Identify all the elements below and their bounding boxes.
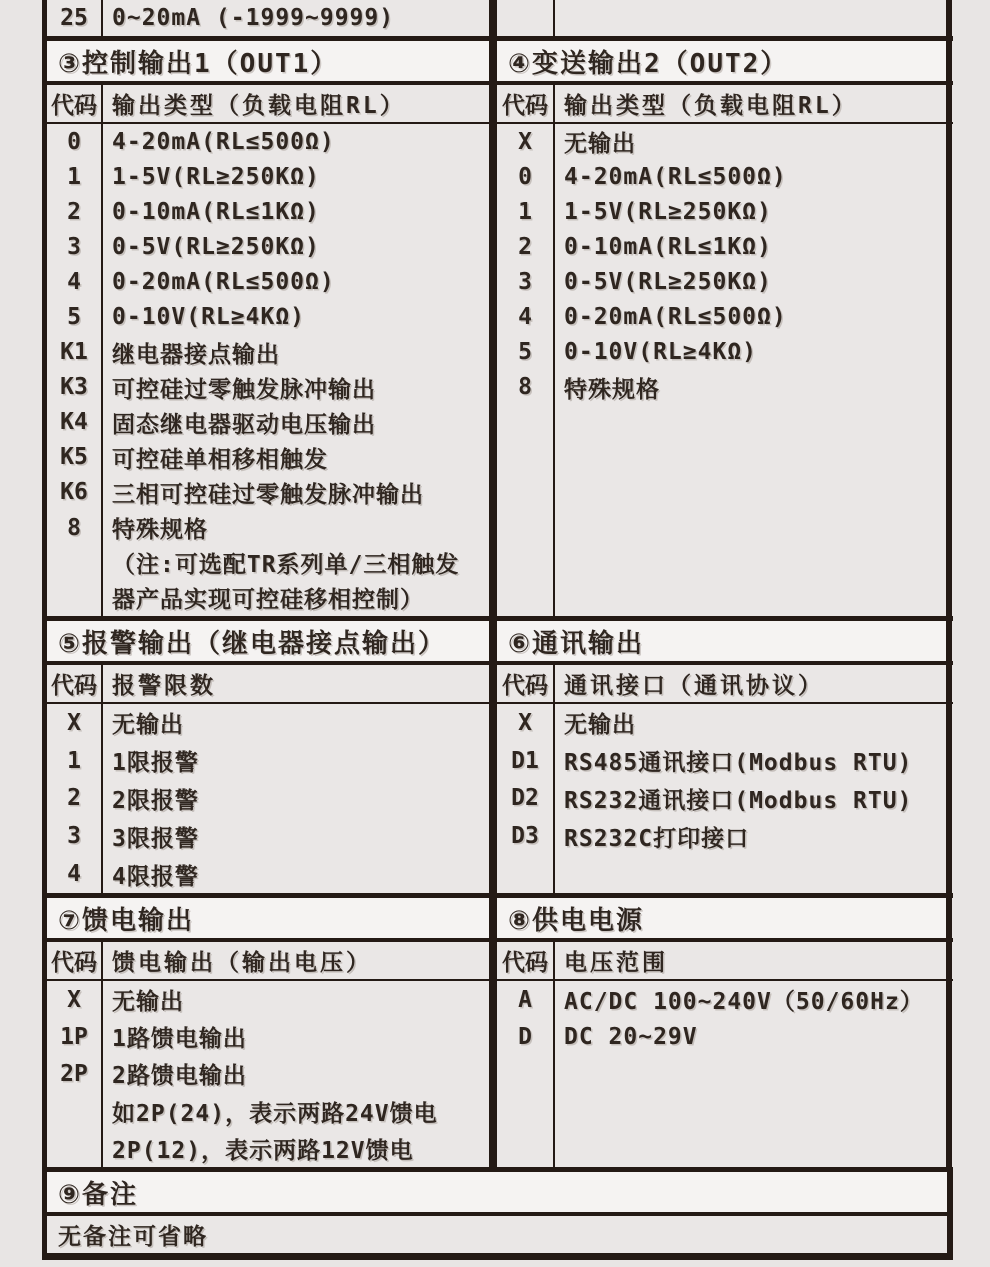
code-cell: 2 bbox=[67, 198, 81, 225]
ordering-code-table bbox=[42, 0, 953, 1260]
code-cell: 0 bbox=[518, 163, 532, 190]
desc-cell: 0-10V(RL≥4KΩ) bbox=[564, 339, 758, 366]
code-cell: 1P bbox=[60, 1023, 88, 1050]
code-cell: K6 bbox=[60, 479, 88, 506]
desc-cell: RS485通讯接口(Modbus RTU) bbox=[564, 750, 913, 777]
desc-cell: 2路馈电输出 bbox=[112, 1063, 247, 1090]
section-title-power: ⑧供电电源 bbox=[497, 898, 946, 938]
desc-header: 报警限数 bbox=[112, 673, 216, 699]
code-cell bbox=[47, 545, 101, 580]
desc-cell: 如2P(24)，表示两路24V馈电 bbox=[112, 1100, 438, 1127]
table-right-border bbox=[946, 0, 952, 36]
desc-cell: 2P(12)，表示两路12V馈电 bbox=[112, 1137, 414, 1164]
desc-cell: 1路馈电输出 bbox=[112, 1026, 247, 1053]
section-title-feed: ⑦馈电输出 bbox=[47, 898, 489, 938]
desc-cell: 1-5V(RL≥250KΩ) bbox=[112, 163, 320, 190]
desc-cell: 1-5V(RL≥250KΩ) bbox=[564, 198, 772, 225]
code-cell: 4 bbox=[67, 861, 81, 888]
code-header: 代码 bbox=[502, 93, 548, 119]
table-row-range-25 bbox=[42, 0, 953, 36]
code-cell: 1 bbox=[67, 163, 81, 190]
code-cell: X bbox=[67, 986, 81, 1013]
table-middle-border bbox=[489, 0, 497, 36]
desc-cell: 三相可控硅过零触发脉冲输出 bbox=[112, 481, 424, 508]
desc-cell: 0-5V(RL≥250KΩ) bbox=[564, 268, 772, 295]
desc-cell: 0-10mA(RL≤1KΩ) bbox=[564, 233, 772, 260]
code-cell: D bbox=[518, 1023, 532, 1050]
desc-cell: RS232C打印接口 bbox=[564, 825, 750, 852]
desc-cell: DC 20~29V bbox=[564, 1023, 698, 1050]
desc-cell: 0~20mA (-1999~9999) bbox=[112, 5, 395, 31]
code-cell: 8 bbox=[518, 374, 532, 401]
remark-note: 无备注可省略 bbox=[47, 1216, 947, 1253]
section-band-remark bbox=[42, 1172, 953, 1212]
desc-cell: 无输出 bbox=[112, 712, 184, 739]
column-header-row bbox=[42, 85, 953, 122]
code-cell: A bbox=[518, 986, 532, 1013]
section-title-out1: ③控制输出1（OUT1） bbox=[47, 41, 489, 81]
desc-cell: 3限报警 bbox=[112, 825, 199, 852]
desc-header: 馈电输出（输出电压） bbox=[112, 950, 372, 976]
desc-cell: 可控硅过零触发脉冲输出 bbox=[112, 376, 376, 403]
desc-cell: 4限报警 bbox=[112, 863, 199, 890]
desc-cell: 无输出 bbox=[564, 712, 636, 739]
desc-cell: 器产品实现可控硅移相控制） bbox=[112, 587, 424, 614]
code-cell: X bbox=[518, 128, 532, 155]
code-cell: K4 bbox=[60, 409, 88, 436]
data-area-feed-power bbox=[42, 981, 953, 1167]
code-cell: 5 bbox=[518, 339, 532, 366]
desc-cell: 继电器接点输出 bbox=[112, 341, 280, 368]
desc-cell: 特殊规格 bbox=[112, 517, 208, 544]
code-cell: X bbox=[67, 709, 81, 736]
desc-cell: 无输出 bbox=[564, 131, 636, 158]
desc-cell: 0-20mA(RL≤500Ω) bbox=[564, 304, 787, 331]
desc-cell: （注:可选配TR系列单/三相触发 bbox=[112, 552, 460, 579]
code-cell bbox=[47, 1093, 101, 1130]
desc-cell bbox=[555, 0, 946, 36]
section-title-comm: ⑥通讯输出 bbox=[497, 621, 946, 661]
desc-cell: 0-10mA(RL≤1KΩ) bbox=[112, 198, 320, 225]
section-band-alarm-comm bbox=[42, 621, 953, 661]
code-cell: 8 bbox=[67, 514, 81, 541]
column-header-row bbox=[42, 665, 953, 702]
desc-cell: 0-5V(RL≥250KΩ) bbox=[112, 233, 320, 260]
desc-header: 通讯接口（通讯协议） bbox=[564, 673, 824, 699]
data-area-alarm-comm bbox=[42, 704, 953, 893]
code-cell: D2 bbox=[511, 785, 539, 812]
desc-cell: 4-20mA(RL≤500Ω) bbox=[564, 163, 787, 190]
desc-header: 输出类型（负载电阻RL） bbox=[564, 93, 858, 119]
desc-cell: 无输出 bbox=[112, 989, 184, 1016]
code-header: 代码 bbox=[51, 950, 97, 976]
desc-header: 输出类型（负载电阻RL） bbox=[112, 93, 406, 119]
code-cell: 1 bbox=[67, 747, 81, 774]
code-cell: K1 bbox=[60, 339, 88, 366]
desc-cell: AC/DC 100~240V（50/60Hz） bbox=[564, 989, 924, 1016]
data-area-out1-out2 bbox=[42, 124, 953, 616]
code-cell: 0 bbox=[67, 128, 81, 155]
section-title-out2: ④变送输出2（OUT2） bbox=[497, 41, 946, 81]
code-cell: K3 bbox=[60, 374, 88, 401]
code-cell bbox=[497, 0, 553, 36]
desc-cell: 固态继电器驱动电压输出 bbox=[112, 411, 376, 438]
code-cell: X bbox=[518, 709, 532, 736]
desc-cell: 1限报警 bbox=[112, 750, 199, 777]
desc-cell: 2限报警 bbox=[112, 787, 199, 814]
desc-cell: 4-20mA(RL≤500Ω) bbox=[112, 128, 335, 155]
code-header: 代码 bbox=[51, 93, 97, 119]
code-cell: 3 bbox=[67, 823, 81, 850]
desc-cell: 特殊规格 bbox=[564, 376, 660, 403]
code-header: 代码 bbox=[51, 673, 97, 699]
desc-header: 电压范围 bbox=[564, 950, 668, 976]
desc-cell: RS232通讯接口(Modbus RTU) bbox=[564, 787, 913, 814]
remark-note-row bbox=[42, 1216, 953, 1253]
code-cell: 4 bbox=[67, 268, 81, 295]
code-cell: 4 bbox=[518, 304, 532, 331]
desc-cell: 0-20mA(RL≤500Ω) bbox=[112, 268, 335, 295]
section-band-out1-out2 bbox=[42, 41, 953, 81]
code-cell: 2 bbox=[67, 785, 81, 812]
section-band-feed-power bbox=[42, 898, 953, 938]
section-title-remark: ⑨备注 bbox=[47, 1172, 947, 1212]
code-cell: K5 bbox=[60, 444, 88, 471]
desc-cell: 可控硅单相移相触发 bbox=[112, 446, 328, 473]
section-title-alarm: ⑤报警输出（继电器接点输出） bbox=[47, 621, 489, 661]
desc-cell: 0-10V(RL≥4KΩ) bbox=[112, 304, 306, 331]
code-cell: 5 bbox=[67, 304, 81, 331]
code-cell: 2 bbox=[518, 233, 532, 260]
code-cell: 25 bbox=[60, 5, 88, 31]
code-cell: 2P bbox=[60, 1060, 88, 1087]
code-cell: 1 bbox=[518, 198, 532, 225]
code-cell: D3 bbox=[511, 823, 539, 850]
column-header-row bbox=[42, 942, 953, 979]
code-cell: 3 bbox=[67, 233, 81, 260]
code-cell bbox=[47, 1130, 101, 1167]
code-cell bbox=[47, 580, 101, 615]
code-header: 代码 bbox=[502, 673, 548, 699]
table-bottom-border bbox=[42, 1253, 953, 1260]
code-cell: D1 bbox=[511, 747, 539, 774]
code-header: 代码 bbox=[502, 950, 548, 976]
code-cell: 3 bbox=[518, 268, 532, 295]
